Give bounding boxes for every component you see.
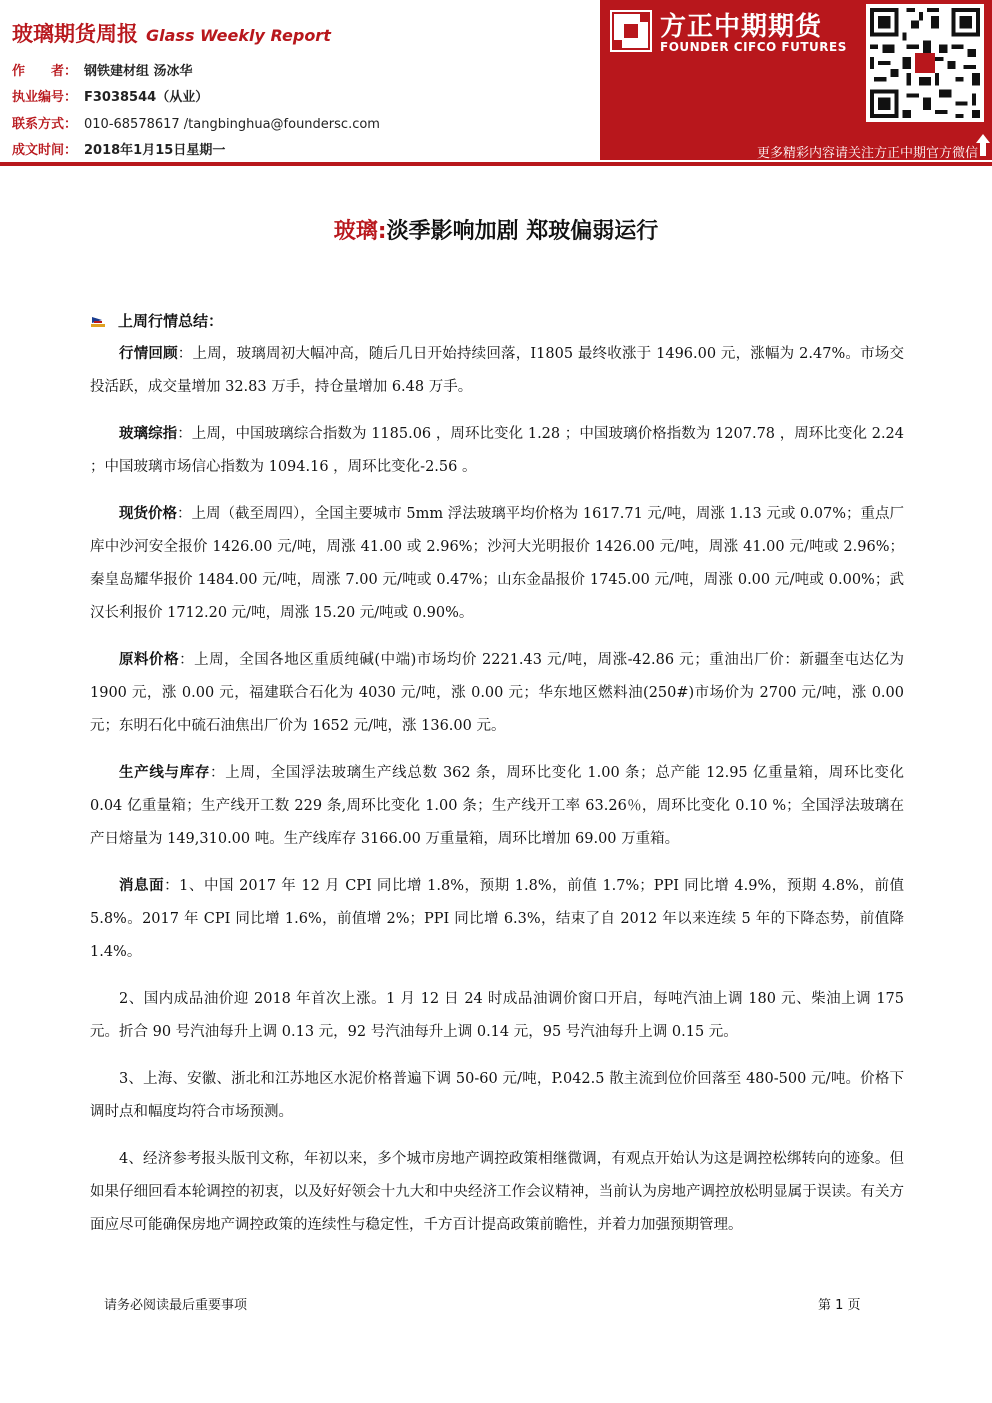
- paragraph-text: ：上周，全国浮法玻璃生产线总数 362 条，周环比变化 1.00 条；总产能 12.95 亿重量箱，周环比变化 0.04 亿重量箱；生产线开工数 229 条,周环比变化 1.00 条；生产线开工率 63.26％，周环比变化 0.10 %；全国浮法玻璃在产日熔量为 149,310.00 吨。生产线库存 3166.00 万重量箱，周环比增加 69.00 万重箱。: [90, 765, 904, 847]
- section-bullet-icon: [90, 315, 108, 329]
- paragraph-label: 行情回顾: [119, 346, 178, 362]
- paragraph-news: [90, 870, 904, 969]
- follow-wechat-text: 更多精彩内容请关注方正中期官方微信: [756, 146, 978, 161]
- paragraph-raw-material: [90, 644, 904, 743]
- paragraph-label: 现货价格: [119, 506, 178, 522]
- header-divider: [0, 162, 992, 166]
- report-body: [90, 338, 904, 1256]
- paragraph-text: ：上周（截至周四），全国主要城市 5mm 浮法玻璃平均价格为 1617.71 元/吨，周涨 1.13 元或 0.07%；重点厂库中沙河安全报价 1426.00 元/吨，周涨 41.00 或 2.96%；沙河大光明报价 1426.00 元/吨，周涨 41.00 元/吨或 2.96%；秦皇岛耀华报价 1484.00 元/吨，周涨 7.00 元/吨或 0.47%；山东金晶报价 1745.00 元/吨，周涨 0.00 元/吨或 0.00%；武汉长利报价 1712.20 元/吨，周涨 15.20 元/吨或 0.90%。: [90, 506, 905, 621]
- report-title-cn: 玻璃期货周报: [12, 22, 138, 46]
- paragraph-label: 玻璃综指: [119, 426, 178, 442]
- paragraph-text: 2、国内成品油价迎 2018 年首次上涨。1 月 12 日 24 时成品油调价窗口开启，每吨汽油上调 180 元、柴油上调 175 元。折合 90 号汽油每升上调 0.13 元，92 号汽油每升上调 0.14 元，95 号汽油每升上调 0.15 元。: [90, 991, 904, 1040]
- qr-code-icon: [866, 4, 984, 122]
- paragraph-spot-price: [90, 498, 904, 630]
- page-number: 第 1 页: [818, 1298, 861, 1313]
- paragraph-text: ：上周，玻璃周初大幅冲高，随后几日开始持续回落，I1805 最终收涨于 1496.00 元，涨幅为 2.47%。市场交投活跃，成交量增加 32.83 万手，持仓量增加 6.48 万手。: [90, 346, 904, 395]
- paragraph-label: 消息面: [119, 878, 165, 894]
- meta-contact: [12, 113, 380, 132]
- paragraph-text: ：上周，中国玻璃综合指数为 1185.06 ，周环比变化 1.28 ；中国玻璃价格指数为 1207.78 ，周环比变化 2.24 ；中国玻璃市场信心指数为 1094.16 ，周环比变化-2.56 。: [90, 426, 905, 475]
- paragraph-label: 原料价格: [119, 652, 180, 668]
- paragraph-production-inventory: [90, 757, 904, 856]
- up-arrow-icon: [976, 134, 990, 156]
- footer-notice: 请务必阅读最后重要事项: [104, 1298, 248, 1313]
- meta-value: 2018年1月15日星期一: [84, 143, 226, 158]
- paragraph-glass-index: [90, 418, 904, 484]
- section-heading: [90, 310, 223, 331]
- paragraph-text: 4、经济参考报头版刊文称，年初以来，多个城市房地产调控政策相继微调，有观点开始认为这是调控松绑转向的迹象。但如果仔细回看本轮调控的初衷，以及好好领会十九大和中央经济工作会议精神，当前认为房地产调控放松明显属于误读。有关方面应尽可能确保房地产调控政策的连续性与稳定性，千方百计提高政策前瞻性，并着力加强预期管理。: [90, 1151, 904, 1233]
- meta-value: F3038544（从业）: [84, 90, 209, 105]
- founder-logo-icon: [610, 10, 652, 52]
- meta-date: [12, 139, 225, 158]
- report-header: [0, 0, 600, 160]
- brand-name-cn: 方正中期期货: [660, 12, 823, 42]
- meta-value: 010-68578617 /tangbinghua@foundersc.com: [84, 117, 380, 132]
- meta-label: 联系方式：: [12, 117, 78, 132]
- meta-license: [12, 86, 208, 105]
- title-text: 淡季影响加剧 郑玻偏弱运行: [386, 219, 659, 244]
- paragraph-label: 生产线与库存: [119, 765, 211, 781]
- report-title: [12, 18, 331, 48]
- paragraph-news-item: [90, 1143, 904, 1242]
- title-keyword: 玻璃:: [333, 219, 387, 244]
- paragraph-market-review: [90, 338, 904, 404]
- brand-block: [600, 0, 992, 160]
- paragraph-text: ：1、中国 2017 年 12 月 CPI 同比增 1.8%，预期 1.8%，前值 1.7%；PPI 同比增 4.9%，预期 4.8%，前值 5.8%。2017 年 CPI 同比增 1.6%，前值增 2%；PPI 同比增 6.3%，结束了自 2012 年以来连续 5 年的下降态势，前值降 1.4%。: [90, 878, 904, 960]
- section-heading-text: 上周行情总结：: [118, 312, 224, 330]
- meta-label: 成文时间：: [12, 143, 78, 158]
- meta-value: 钢铁建材组 汤冰华: [84, 64, 193, 79]
- paragraph-text: 3、上海、安徽、浙北和江苏地区水泥价格普遍下调 50-60 元/吨，P.042.5 散主流到位价回落至 480-500 元/吨。价格下调时点和幅度均符合市场预测。: [90, 1071, 904, 1120]
- meta-label: 作 者：: [12, 64, 78, 79]
- paragraph-news-item: [90, 983, 904, 1049]
- paragraph-text: ：上周，全国各地区重质纯碱(中端)市场均价 2221.43 元/吨，周涨-42.86 元；重油出厂价：新疆奎屯达亿为 1900 元，涨 0.00 元，福建联合石化为 4030 元/吨，涨 0.00 元；华东地区燃料油(250#)市场价为 2700 元/吨，涨 0.00 元；东明石化中硫石油焦出厂价为 1652 元/吨，涨 136.00 元。: [90, 652, 904, 734]
- report-title-en: Glass Weekly Report: [146, 26, 331, 45]
- paragraph-news-item: [90, 1063, 904, 1129]
- meta-author: [12, 60, 193, 79]
- page-title: [0, 214, 992, 245]
- meta-label: 执业编号：: [12, 90, 78, 105]
- brand-name-en: FOUNDER CIFCO FUTURES: [660, 40, 847, 54]
